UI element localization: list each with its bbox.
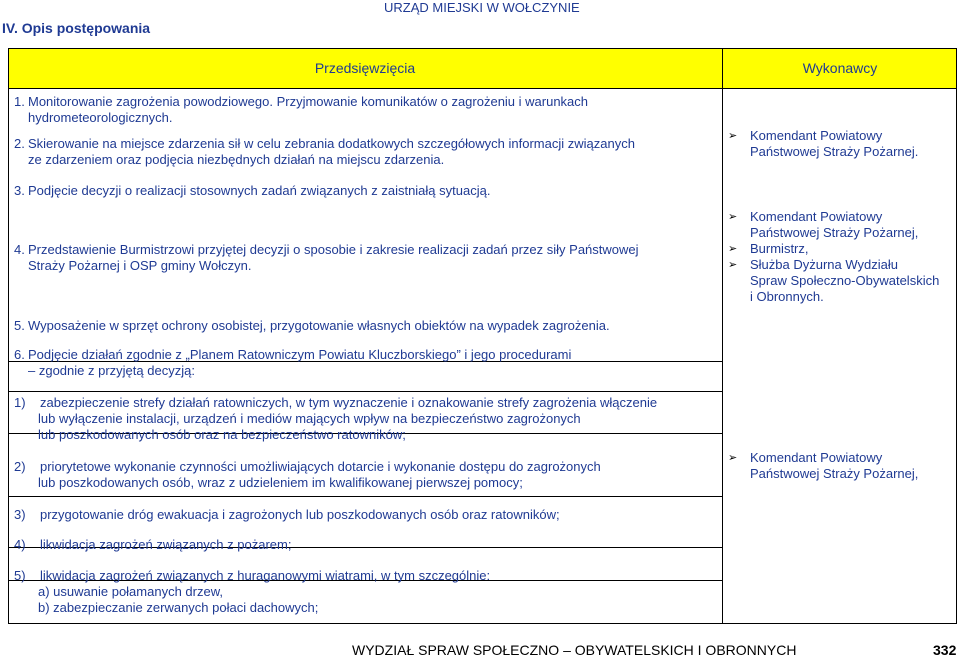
arrow-bullet-icon: ➢	[728, 211, 738, 223]
executors-group-3	[726, 450, 956, 482]
row-text: Monitorowanie zagrożenia powodziowego. Przyjmowanie komunikatów o zagrożeniu i warunkach	[28, 94, 589, 109]
row-text: a) usuwanie połamanych drzew,	[38, 584, 223, 599]
row-text: Podjęcie decyzji o realizacji stosownych zadań związanych z zaistniałą sytuacją.	[28, 183, 491, 198]
row-number: 3.	[14, 183, 25, 198]
row-text: Skierowanie na miejsce zdarzenia sił w celu zebrania dodatkowych szczegółowych informacji związanych	[28, 136, 635, 151]
arrow-bullet-icon: ➢	[728, 130, 738, 142]
row-text: Podjęcie działań zgodnie z „Planem Ratowniczym Powiatu Kluczborskiego” i jego procedurami	[28, 347, 572, 362]
row-number: 1.	[14, 94, 25, 109]
row-text: zabezpieczenie strefy działań ratowniczych, w tym wyznaczenie i oznakowanie strefy zagrożenia włączenie	[40, 395, 658, 410]
column-divider	[722, 48, 723, 624]
executor-text: i Obronnych.	[750, 289, 824, 304]
row-number: 5.	[14, 318, 25, 333]
row-text: lub poszkodowanych osób oraz na bezpieczeństwo ratowników;	[38, 427, 406, 442]
executor-item	[726, 241, 956, 257]
row-text: b) zabezpieczanie zerwanych połaci dachowych;	[38, 600, 319, 615]
subtask-row-5	[14, 568, 714, 616]
row-divider	[8, 391, 722, 392]
row-text: Wyposażenie w sprzęt ochrony osobistej, przygotowanie własnych obiektów na wypadek zagrożenia.	[28, 318, 610, 333]
table-border	[8, 88, 957, 89]
arrow-bullet-icon: ➢	[728, 452, 738, 464]
executor-item	[726, 128, 956, 160]
executor-text: Burmistrz,	[750, 241, 809, 256]
task-row-6	[14, 347, 714, 379]
subtask-row-4	[14, 537, 714, 553]
row-number: 4.	[14, 242, 25, 257]
subtask-row-3	[14, 507, 714, 523]
row-text: Przedstawienie Burmistrzowi przyjętej decyzji o sposobie i zakresie realizacji zadań przez siły Państwowej	[28, 242, 639, 257]
executor-item	[726, 450, 956, 482]
row-text: likwidacja zagrożeń związanych z pożarem;	[40, 537, 292, 552]
row-text: lub wyłączenie instalacji, urządzeń i mediów mających wpływ na bezpieczeństwo zagrożonych	[38, 411, 581, 426]
section-title: IV. Opis postępowania	[2, 20, 151, 36]
header-executors: Wykonawcy	[802, 60, 878, 76]
row-number: 4)	[14, 537, 26, 552]
task-row-4	[14, 242, 714, 274]
row-text: ze zdarzeniem oraz podjęcia niezbędnych działań na miejscu zdarzenia.	[28, 152, 445, 167]
executor-text: Spraw Społeczno-Obywatelskich	[750, 273, 940, 288]
task-row-2	[14, 136, 714, 168]
row-number: 2.	[14, 136, 25, 151]
executors-group-1	[726, 128, 956, 160]
row-text: lub poszkodowanych osób, wraz z udzieleniem im kwalifikowanej pierwszej pomocy;	[38, 475, 523, 490]
task-row-5	[14, 318, 714, 334]
subtask-row-1	[14, 395, 714, 443]
executor-text: Komendant Powiatowy	[750, 128, 883, 143]
header-org-name: URZĄD MIEJSKI W WOŁCZYNIE	[384, 0, 580, 15]
executor-text: Państwowej Straży Pożarnej.	[750, 144, 919, 159]
table-border	[8, 48, 957, 49]
row-number: 2)	[14, 459, 26, 474]
row-text: hydrometeorologicznych.	[28, 110, 173, 125]
executor-text: Komendant Powiatowy	[750, 450, 883, 465]
executor-text: Państwowej Straży Pożarnej,	[750, 225, 919, 240]
executors-group-2	[726, 209, 956, 305]
row-number: 1)	[14, 395, 26, 410]
executor-item	[726, 209, 956, 241]
task-row-1	[14, 94, 714, 126]
header-cell-tasks	[8, 48, 722, 88]
header-cell-executors	[723, 48, 957, 88]
row-text: priorytetowe wykonanie czynności umożliwiających dotarcie i wykonanie dostępu do zagrożonych	[40, 459, 601, 474]
row-number: 6.	[14, 347, 25, 362]
row-text: przygotowanie dróg ewakuacja i zagrożonych lub poszkodowanych osób oraz ratowników;	[40, 507, 560, 522]
arrow-bullet-icon: ➢	[728, 259, 738, 271]
footer-department: WYDZIAŁ SPRAW SPOŁECZNO – OBYWATELSKICH I OBRONNYCH	[352, 642, 797, 658]
row-number: 3)	[14, 507, 26, 522]
executor-text: Państwowej Straży Pożarnej,	[750, 466, 919, 481]
row-text: Straży Pożarnej i OSP gminy Wołczyn.	[28, 258, 252, 273]
row-divider	[8, 496, 722, 497]
subtask-row-2	[14, 459, 714, 491]
row-text: – zgodnie z przyjętą decyzją:	[28, 363, 195, 378]
task-row-3	[14, 183, 714, 199]
page-number: 332	[933, 642, 957, 658]
arrow-bullet-icon: ➢	[728, 243, 738, 255]
executor-item	[726, 257, 956, 305]
row-text: likwidacja zagrożeń związanych z huraganowymi wiatrami, w tym szczególnie:	[40, 568, 491, 583]
table-border	[956, 48, 957, 624]
row-number: 5)	[14, 568, 26, 583]
table-border	[8, 48, 9, 624]
executor-text: Komendant Powiatowy	[750, 209, 883, 224]
table-border	[8, 623, 957, 624]
header-tasks: Przedsięwzięcia	[314, 60, 416, 76]
procedure-table	[8, 48, 957, 624]
executor-text: Służba Dyżurna Wydziału	[750, 257, 899, 272]
